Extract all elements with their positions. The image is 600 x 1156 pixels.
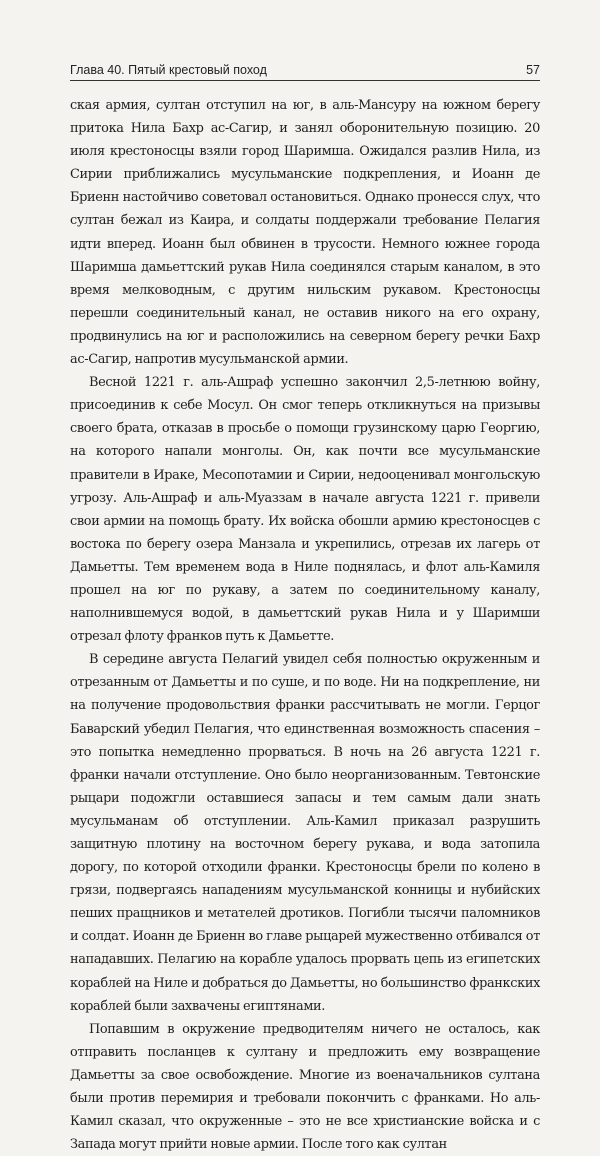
body-text: [70, 94, 540, 1156]
running-header: [70, 60, 540, 80]
paragraph-4: Попавшим в окружение предводителям ничего не осталось, как отправить посланцев к султану и предложить ему возвращение Дамьетты за свое освобождение. Многие из военачальников султана были против перемирия и требовали покончить с франками. Но аль-Камил сказал, что окруженные – это не все христианские войска и с Запада могут прийти новые армии. После того как султан: [70, 1021, 540, 1153]
paragraph-3: В середине августа Пелагий увидел себя полностью окруженным и отрезанным от Дамьетты и по суше, и по воде. Ни на подкрепление, ни на получение продовольствия франки рассчитывать не могли. Герцог Баварский убедил Пелагия, что единственная возможность спасения – это попытка немедленно прорваться. В ночь на 26 августа 1221 г. франки начали отступление. Оно было неорганизованным. Тевтонские рыцари подожгли оставшиеся запасы и тем самым дали знать мусульманам об отступлении. Аль-Камил приказал разрушить защитную плотину на восточном берегу рукава, и вода затопила дорогу, по которой отходили франки. Крестоносцы брели по колено в грязи, подвергаясь нападениям мусульманской конницы и нубийских пеших пращников и метателей дротиков. Погибли тысячи паломников и солдат. Иоанн де Бриенн во главе рыцарей мужественно отбивался от нападавших. Пелагию на корабле удалось прорвать цепь из египетских кораблей на Ниле и добраться до Дамьетты, но большинство франкских кораблей были захвачены египтянами.: [70, 652, 540, 1014]
page-number: 57: [526, 63, 540, 77]
header-divider: [70, 80, 540, 81]
paragraph-2: Весной 1221 г. аль-Ашраф успешно закончил 2,5-летнюю войну, присоединив к себе Мосул. Он смог теперь откликнуться на призывы своего брата, отказав в просьбе о помощи грузинскому царю Георгию, на которого напали монголы. Он, как почти все мусульманские правители в Ираке, Месопотамии и Сирии, недооценивал монгольскую угрозу. Аль-Ашраф и аль-Муаззам в начале августа 1221 г. привели свои армии на помощь брату. Их войска обошли армию крестоносцев с востока по берегу озера Манзала и укрепились, отрезав их лагерь от Дамьетты. Тем временем вода в Ниле поднялась, и флот аль-Камиля прошел на юг по рукаву, а затем по соединительному каналу, наполнившемуся водой, в дамьеттский рукав Нила и у Шаримши отрезал флоту франков путь к Дамьетте.: [70, 375, 540, 645]
chapter-title: Глава 40. Пятый крестовый поход: [70, 63, 267, 77]
paragraph-1: ская армия, султан отступил на юг, в аль-Мансуру на южном берегу притока Нила Бахр ас-Сагир, и занял оборонительную позицию. 20 июля крестоносцы взяли город Шаримша. Ожидался разлив Нила, из Сирии приближались мусульманские подкрепления, и Иоанн де Бриенн настойчиво советовал остановиться. Однако пронесся слух, что султан бежал из Каира, и солдаты поддержали требование Пелагия идти вперед. Иоанн был обвинен в трусости. Немного южнее города Шаримша дамьеттский рукав Нила соединялся старым каналом, в это время мелководным, с другим нильским рукавом. Крестоносцы перешли соединительный канал, не оставив никого на его охрану, продвинулись на юг и расположились на северном берегу речки Бахр ас-Сагир, напротив мусульманской армии.: [70, 98, 540, 368]
